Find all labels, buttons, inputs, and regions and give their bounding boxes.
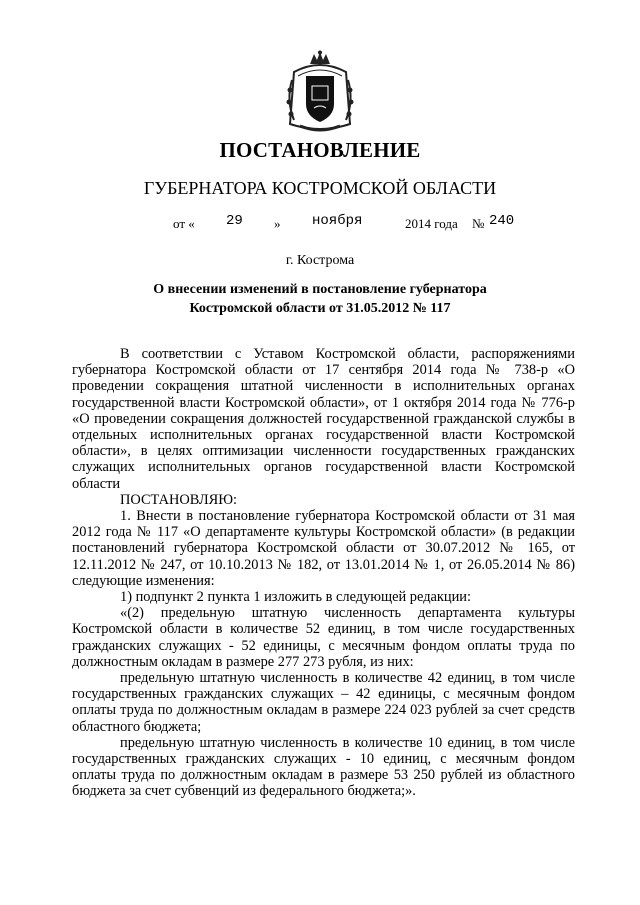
item-1-paragraph: 1. Внести в постановление губернатора Костромской области от 31 мая 2012 года № 117 «О департаменте культуры Костромской области» (в редакции постановлений губернатора Костромской области от 30.07.2012 № 165, от 12.11.2012 № 247, от 10.10.2013 № 182, от 13.01.2014 № 1, от 26.05.2014 № 86) следующие изменения: <box>72 508 575 589</box>
document-title: ПОСТАНОВЛЕНИЕ <box>219 138 421 162</box>
kostroma-coat-of-arms-icon <box>284 50 356 134</box>
date-close-quote: » <box>274 216 281 231</box>
subject-line-1: О внесении изменений в постановление губернатора <box>153 282 487 297</box>
date-month: ноября <box>312 213 363 229</box>
issuing-organization: ГУБЕРНАТОРА КОСТРОМСКОЙ ОБЛАСТИ <box>143 178 497 198</box>
date-line <box>0 213 640 235</box>
date-year-label: 2014 года <box>405 216 458 231</box>
document-number: 240 <box>489 213 515 229</box>
date-from-label: от « <box>173 216 195 231</box>
city-name: г. Кострома <box>285 253 355 268</box>
quoted-main-paragraph: «(2) предельную штатную численность департамента культуры Костромской области в количестве 52 единиц, в том числе государственных гражданских служащих - 52 единицы, с месячным фондом оплаты труда по должностным окладам в размере 277 273 рубля, из них: <box>72 605 575 670</box>
subitem-1-paragraph: 1) подпункт 2 пункта 1 изложить в следующей редакции: <box>120 589 471 606</box>
preamble-paragraph: В соответствии с Уставом Костромской области, распоряжениями губернатора Костромской области от 17 сентября 2014 года № 738-р «О проведении сокращения штатной численности в исполнительных органах государственной власти Костромской области», от 1 октября 2014 года № 776-р «О проведении сокращения должностей государственной гражданской службы в отдельных исполнительных органах государственной власти Костромской области», в целях оптимизации численности государственных гражданских служащих исполнительных органов государственной власти Костромской области <box>72 346 575 492</box>
resolve-heading: ПОСТАНОВЛЯЮ: <box>120 491 238 508</box>
date-day: 29 <box>226 213 243 229</box>
quoted-regional-budget-paragraph: предельную штатную численность в количестве 42 единиц, в том числе государственных гражданских служащих – 42 единицы, с месячным фондом оплаты труда по должностным окладам в размере 224 023 рублей за счет средств областного бюджета; <box>72 670 575 735</box>
subject-line-2: Костромской области от 31.05.2012 № 117 <box>189 301 451 316</box>
document-body <box>72 346 575 800</box>
number-label: № <box>472 216 485 231</box>
document-subject <box>100 280 540 318</box>
quoted-federal-subvention-paragraph: предельную штатную численность в количестве 10 единиц, в том числе государственных гражданских служащих - 10 единиц, с месячным фондом оплаты труда по должностным окладам в размере 53 250 рублей из областного бюджета за счет субвенций из федерального бюджета;». <box>72 734 575 800</box>
